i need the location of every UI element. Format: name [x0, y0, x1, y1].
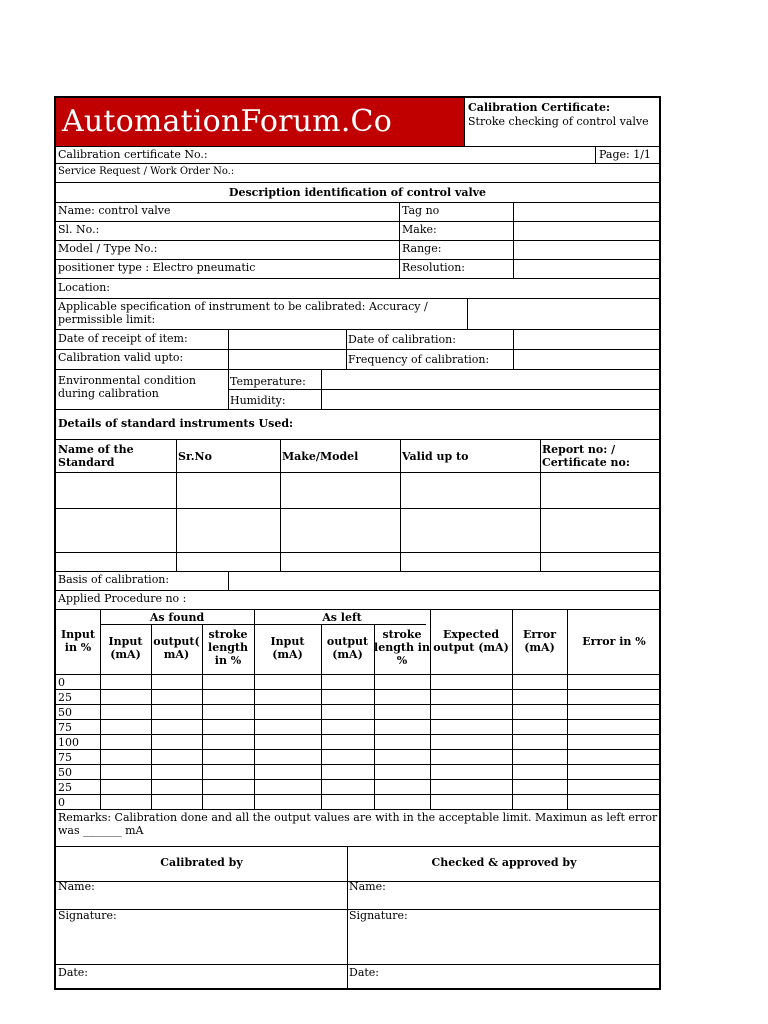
automationforum-logo: AutomationForum.Co [56, 98, 464, 146]
row-input-value: 0 [58, 796, 65, 809]
row-input-value: 100 [58, 736, 79, 749]
col-make-model: Make/Model [282, 450, 359, 463]
humidity-label: Humidity: [230, 394, 286, 407]
tag-no-label: Tag no [402, 204, 440, 217]
approved-date-label: Date: [349, 966, 380, 979]
environment-label: Environmental condition during calibration [58, 374, 196, 400]
row-input-value: 50 [58, 766, 72, 779]
col-error-percent: Error in % [582, 635, 646, 648]
calibrated-name-label: Name: [58, 880, 95, 893]
description-heading: Description identification of control valve [228, 186, 487, 199]
col-output-ma-left: output (mA) [326, 635, 369, 661]
positioner-type: positioner type : Electro pneumatic [58, 261, 256, 274]
name-field: Name: control valve [58, 204, 171, 217]
certificate-subtitle: Stroke checking of control valve [468, 115, 649, 128]
specification-label: Applicable specification of instrument to be calibrated: Accuracy / permissible limit: [58, 300, 428, 326]
col-stroke-left: stroke length in % [374, 628, 430, 667]
col-input-percent: Input in % [61, 628, 95, 654]
sl-no-label: Sl. No.: [58, 223, 100, 236]
col-standard-name: Name of the Standard [58, 443, 134, 469]
certificate-title: Calibration Certificate: [468, 101, 611, 114]
row-input-value: 75 [58, 721, 72, 734]
procedure-label: Applied Procedure no : [58, 592, 187, 605]
basis-label: Basis of calibration: [58, 573, 170, 586]
col-sr-no: Sr.No [178, 450, 212, 463]
service-request-label: Service Request / Work Order No.: [58, 166, 235, 177]
col-stroke-found: stroke length in % [208, 628, 248, 667]
approved-signature-label: Signature: [349, 909, 408, 922]
range-label: Range: [402, 242, 442, 255]
as-found-header: As found [149, 611, 205, 624]
standards-heading: Details of standard instruments Used: [58, 417, 294, 430]
row-input-value: 25 [58, 691, 72, 704]
row-input-value: 0 [58, 676, 65, 689]
col-error-ma: Error (mA) [522, 628, 557, 654]
frequency-label: Frequency of calibration: [348, 353, 490, 366]
model-label: Model / Type No.: [58, 242, 158, 255]
valid-upto-label: Calibration valid upto: [58, 351, 184, 364]
col-report-no: Report no: / Certificate no: [542, 443, 630, 469]
calibration-certificate-sheet [54, 96, 661, 990]
calibrated-signature-label: Signature: [58, 909, 117, 922]
row-input-value: 75 [58, 751, 72, 764]
remarks: Remarks: Calibration done and all the output values are with in the acceptable limit. Maximun as left error was _______ mA [58, 811, 658, 837]
checked-approved-heading: Checked & approved by [431, 856, 577, 869]
calibrated-by-heading: Calibrated by [160, 856, 243, 869]
as-left-header: As left [322, 611, 362, 624]
receipt-date-label: Date of receipt of item: [58, 332, 188, 345]
approved-name-label: Name: [349, 880, 386, 893]
make-label: Make: [402, 223, 437, 236]
col-input-ma-left: Input (mA) [270, 635, 305, 661]
temperature-label: Temperature: [230, 375, 306, 388]
calibration-date-label: Date of calibration: [348, 333, 456, 346]
col-output-ma-found: output( mA) [153, 635, 200, 661]
row-input-value: 50 [58, 706, 72, 719]
location-label: Location: [58, 281, 110, 294]
col-expected-output: Expected output (mA) [433, 628, 509, 654]
page-indicator: Page: 1/1 [599, 148, 651, 161]
cert-no-label: Calibration certificate No.: [58, 148, 208, 161]
row-input-value: 25 [58, 781, 72, 794]
col-valid-up-to: Valid up to [402, 450, 469, 463]
col-input-ma-found: Input (mA) [108, 635, 143, 661]
calibrated-date-label: Date: [58, 966, 89, 979]
resolution-label: Resolution: [402, 261, 466, 274]
